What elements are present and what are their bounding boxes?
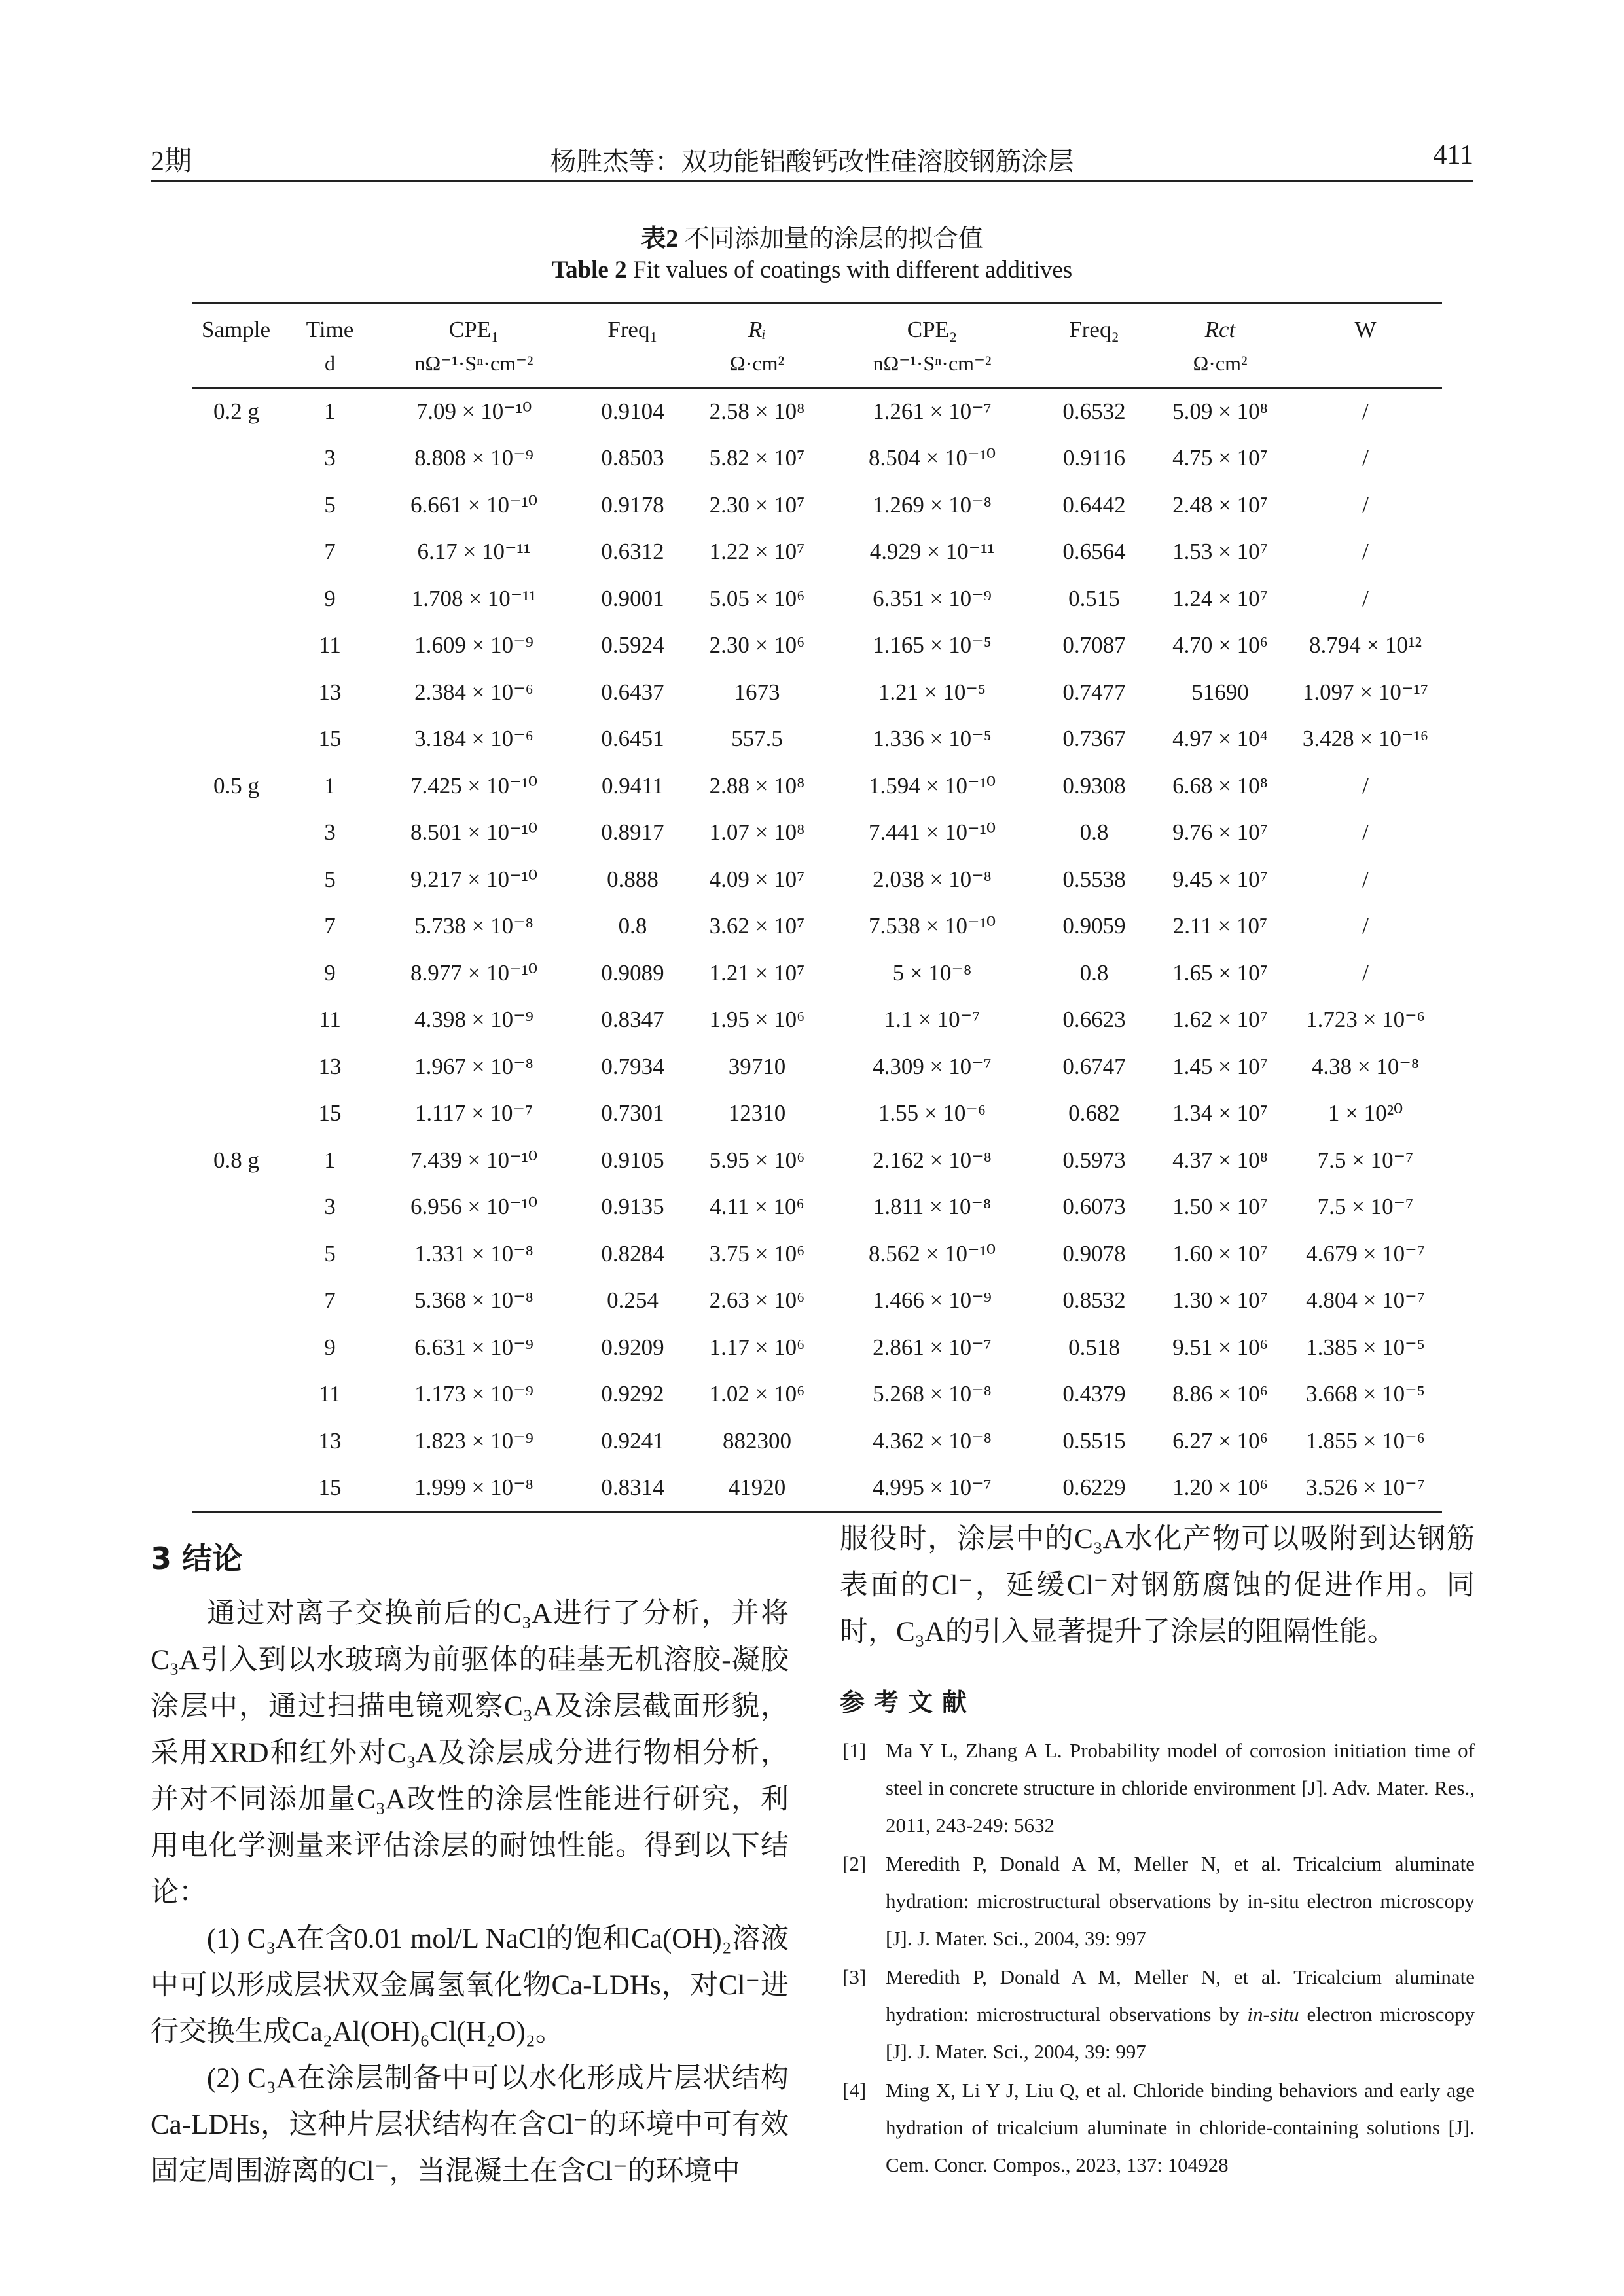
table-cell: 0.8 xyxy=(618,913,647,939)
table-cell: 15 xyxy=(291,1465,369,1512)
table-cell: 0.682 xyxy=(1068,1100,1120,1126)
table-cell: 0.8 xyxy=(1079,960,1109,986)
table-cell: 0.6442 xyxy=(1062,492,1126,518)
table-cell: 3.184 × 10⁻⁶ xyxy=(414,726,533,752)
table-cell: 1.999 × 10⁻⁸ xyxy=(369,1465,579,1512)
table-row xyxy=(192,716,1442,763)
table-body xyxy=(192,388,1442,1511)
column-header: Sample xyxy=(192,303,291,348)
table-cell: 1.173 × 10⁻⁹ xyxy=(414,1381,533,1407)
conclusion-continued: 服役时，涂层中的C₃A水化产物可以吸附到达钢筋表面的Cl⁻，延缓Cl⁻对钢筋腐蚀的促进作用。同时，C₃A的引入显著提升了涂层的阻隔性能。 xyxy=(840,1524,1475,1647)
table-cell: 1.336 × 10⁻⁵ xyxy=(873,726,992,752)
conclusion-left-column xyxy=(151,1590,789,2195)
table-cell: 0.5973 xyxy=(1062,1147,1126,1173)
table-cell: 5.738 × 10⁻⁸ xyxy=(414,913,533,939)
table-cell: 0.9116 xyxy=(1063,445,1125,471)
reference-number: [2] xyxy=(842,1852,867,1875)
table-cell: 1.55 × 10⁻⁶ xyxy=(878,1100,986,1126)
column-header: Rᵢ xyxy=(687,303,827,348)
table-cell: 1.22 × 10⁷ xyxy=(709,539,805,565)
table-cell: 15 xyxy=(318,1100,342,1126)
table-cell: 0.7477 xyxy=(1062,679,1126,705)
table-cell: 5.95 × 10⁶ xyxy=(709,1147,805,1173)
table-row xyxy=(192,1230,1442,1278)
table-cell: 2.861 × 10⁻⁷ xyxy=(873,1334,992,1360)
table-cell: 4.11 × 10⁶ xyxy=(710,1194,804,1220)
table-cell: 4.309 × 10⁻⁷ xyxy=(873,1053,992,1079)
table-cell: 1673 xyxy=(734,679,780,705)
reference-text: Meredith P, Donald A M, Meller N, et al. Tricalcium aluminate hydration: microstructural observations by in-situ electron microscopy [J]. J. Mater. Sci., 2004, 39: 997 xyxy=(886,1852,1475,1950)
table-cell: 0.5515 xyxy=(1062,1427,1126,1454)
table-cell: 0.9411 xyxy=(602,772,664,798)
table-cell: 9.51 × 10⁶ xyxy=(1172,1334,1268,1360)
table-cell: 1.331 × 10⁻⁸ xyxy=(414,1240,533,1266)
table-cell: 1.62 × 10⁷ xyxy=(1172,1007,1268,1033)
table-cell: 0.2 g xyxy=(213,399,259,425)
reference-item xyxy=(840,2072,1475,2183)
table-row xyxy=(192,1184,1442,1231)
table-cell: 1.02 × 10⁶ xyxy=(709,1381,805,1407)
table-cell: 1.21 × 10⁷ xyxy=(709,960,805,986)
table-cell xyxy=(192,1043,291,1090)
table-cell: 0.8347 xyxy=(601,1007,664,1033)
table-cell xyxy=(192,810,291,857)
table-cell: / xyxy=(1362,399,1369,425)
table-cell: 1.34 × 10⁷ xyxy=(1172,1100,1268,1126)
table-cell: 8.794 × 10¹² xyxy=(1309,632,1422,658)
table-cell xyxy=(192,1184,291,1231)
table-cell xyxy=(192,997,291,1044)
table-cell: 3.428 × 10⁻¹⁶ xyxy=(1302,726,1429,752)
table-cell: 41920 xyxy=(687,1465,827,1512)
table-cell xyxy=(192,482,291,529)
conclusion-intro: 通过对离子交换前后的C₃A进行了分析，并将C₃A引入到以水玻璃为前驱体的硅基无机溶胶-凝胶涂层中，通过扫描电镜观察C₃A及涂层截面形貌，采用XRD和红外对C₃A及涂层成分进行物相分析，并对不同添加量C₃A改性的涂层性能进行研究，利用电化学测量来评估涂层的耐蚀性能。得到以下结论： xyxy=(151,1598,789,1908)
table-cell: 1.60 × 10⁷ xyxy=(1172,1240,1268,1266)
table-cell: 3.526 × 10⁻⁷ xyxy=(1289,1465,1442,1512)
table-cell: 2.88 × 10⁸ xyxy=(709,772,805,798)
table-cell: 1.50 × 10⁷ xyxy=(1172,1194,1268,1220)
column-unit: Ω·cm² xyxy=(687,347,827,388)
table-cell: 5.368 × 10⁻⁸ xyxy=(414,1287,533,1314)
table-cell: 39710 xyxy=(728,1053,786,1079)
table-cell: / xyxy=(1362,819,1369,846)
table-cell: 1.385 × 10⁻⁵ xyxy=(1306,1334,1425,1360)
table-cell: 1.20 × 10⁶ xyxy=(1151,1465,1289,1512)
table-row xyxy=(192,997,1442,1044)
table-row xyxy=(192,529,1442,576)
table-cell: 0.6532 xyxy=(1062,399,1126,425)
table-cell: 0.518 xyxy=(1068,1334,1120,1360)
table-cell: 0.8917 xyxy=(601,819,664,846)
table-row xyxy=(192,950,1442,997)
references-title: 参考文献 xyxy=(840,1688,977,1717)
table-caption-en xyxy=(151,256,1473,284)
table-cell: 2.48 × 10⁷ xyxy=(1172,492,1268,518)
table-cell: 3.62 × 10⁷ xyxy=(709,913,805,939)
table-cell xyxy=(192,1418,291,1465)
table-cell: 1.967 × 10⁻⁸ xyxy=(414,1053,533,1079)
column-header: Freq₂ xyxy=(1037,303,1151,348)
table-cell: 4.37 × 10⁸ xyxy=(1172,1147,1268,1173)
table-cell: 0.7301 xyxy=(601,1100,664,1126)
table-cell: 1.723 × 10⁻⁶ xyxy=(1306,1007,1425,1033)
table-row xyxy=(192,1418,1442,1465)
column-header: Rct xyxy=(1151,303,1289,348)
table-cell: 0.9292 xyxy=(601,1381,664,1407)
column-unit: nΩ⁻¹·Sⁿ·cm⁻² xyxy=(827,347,1037,388)
table-cell xyxy=(192,529,291,576)
table-cell: 1.165 × 10⁻⁵ xyxy=(873,632,992,658)
table-cell: 13 xyxy=(318,1427,342,1454)
table-cell: 0.5924 xyxy=(601,632,664,658)
table-cell: 0.4379 xyxy=(1062,1381,1126,1407)
conclusion-point-2: (2) C₃A在涂层制备中可以水化形成片层状结构Ca-LDHs，这种片层状结构在含Cl⁻的环境中可有效固定周围游离的Cl⁻，当混凝土在含Cl⁻的环境中 xyxy=(151,2063,789,2187)
table-cell: 9.45 × 10⁷ xyxy=(1172,866,1268,892)
column-unit xyxy=(192,347,291,388)
reference-text-part: electron microscopy [J]. J. Mater. Sci., 2004, 39: 997 xyxy=(886,2003,1475,2063)
table-title-en: Fit values of coatings with different additives xyxy=(632,257,1073,283)
table-row xyxy=(192,1278,1442,1325)
table-cell: 1.708 × 10⁻¹¹ xyxy=(411,585,537,611)
fit-values-table xyxy=(192,302,1442,1513)
column-unit: Ω·cm² xyxy=(1151,347,1289,388)
table-cell: 0.9089 xyxy=(601,960,664,986)
table-row xyxy=(192,622,1442,670)
table-cell xyxy=(192,435,291,482)
table-cell: 0.6312 xyxy=(601,539,664,565)
table-cell xyxy=(192,856,291,903)
column-header: Freq₁ xyxy=(579,303,687,348)
table-cell: 4.804 × 10⁻⁷ xyxy=(1306,1287,1425,1314)
reference-item xyxy=(840,1845,1475,1957)
table-cell: 1.466 × 10⁻⁹ xyxy=(873,1287,992,1314)
table-cell: 0.5538 xyxy=(1062,866,1126,892)
table-cell: 0.8503 xyxy=(601,445,664,471)
table-cell: 6.17 × 10⁻¹¹ xyxy=(417,539,531,565)
reference-number: [1] xyxy=(842,1739,867,1762)
table-cell: 0.7087 xyxy=(1062,632,1126,658)
table-cell: 12310 xyxy=(728,1100,786,1126)
table-cell: 0.9178 xyxy=(601,492,664,518)
table-row xyxy=(192,903,1442,950)
table-cell: 4.70 × 10⁶ xyxy=(1172,632,1268,658)
table-row xyxy=(192,762,1442,810)
table-cell: 1.811 × 10⁻⁸ xyxy=(873,1194,992,1220)
table-cell: 1 xyxy=(324,772,336,798)
table-cell: 1.30 × 10⁷ xyxy=(1172,1287,1268,1314)
table-cell: 2.63 × 10⁶ xyxy=(709,1287,805,1314)
table-cell: 9 xyxy=(324,960,336,986)
table-cell: 4.995 × 10⁻⁷ xyxy=(827,1465,1037,1512)
reference-text: Ming X, Li Y J, Liu Q, et al. Chloride binding behaviors and early age hydration of tricalcium aluminate in chloride-containing solutions [J]. Cem. Concr. Compos., 2023, 137: 104928 xyxy=(886,2079,1475,2176)
table-cell: 4.929 × 10⁻¹¹ xyxy=(869,539,995,565)
table-cell: 7.538 × 10⁻¹⁰ xyxy=(869,913,996,939)
table-cell: 7.425 × 10⁻¹⁰ xyxy=(410,772,537,798)
reference-item xyxy=(840,1958,1475,2070)
table-cell: 6.661 × 10⁻¹⁰ xyxy=(410,492,537,518)
table-cell: 51690 xyxy=(1191,679,1249,705)
table-cell: 2.11 × 10⁷ xyxy=(1172,913,1268,939)
table-row xyxy=(192,435,1442,482)
table-cell: 1.097 × 10⁻¹⁷ xyxy=(1302,679,1429,705)
table-cell: 6.956 × 10⁻¹⁰ xyxy=(410,1194,537,1220)
table-cell: 1.95 × 10⁶ xyxy=(709,1007,805,1033)
table-row xyxy=(192,388,1442,435)
table-cell: 2.038 × 10⁻⁸ xyxy=(873,866,992,892)
table-cell: / xyxy=(1362,772,1369,798)
column-header: CPE₂ xyxy=(827,303,1037,348)
table-cell: 8.977 × 10⁻¹⁰ xyxy=(410,960,537,986)
table-header-row xyxy=(192,303,1442,348)
table-cell: 11 xyxy=(319,1381,341,1407)
table-cell xyxy=(192,622,291,670)
reference-number: [3] xyxy=(842,1965,867,1988)
table-cell xyxy=(192,1090,291,1138)
table-cell: 1.823 × 10⁻⁹ xyxy=(414,1427,533,1454)
table-cell: 4.09 × 10⁷ xyxy=(709,866,805,892)
conclusion-point-1: (1) C₃A在含0.01 mol/L NaCl的饱和Ca(OH)₂溶液中可以形成层状双金属氢氧化物Ca-LDHs，对Cl⁻进行交换生成Ca₂Al(OH)₆Cl(H₂O)₂。 xyxy=(151,1924,789,2047)
table-row xyxy=(192,575,1442,622)
table-cell: 1.17 × 10⁶ xyxy=(709,1334,805,1360)
table-cell xyxy=(192,1371,291,1418)
table-cell: 0.6747 xyxy=(1062,1053,1126,1079)
table-cell: 0.9105 xyxy=(601,1147,664,1173)
table-cell: 0.8532 xyxy=(1062,1287,1126,1314)
table-cell xyxy=(192,716,291,763)
table-cell: 6.27 × 10⁶ xyxy=(1172,1427,1268,1454)
table-cell: 0.9209 xyxy=(601,1334,664,1360)
table-cell: 4.97 × 10⁴ xyxy=(1172,726,1268,752)
table-cell: 0.8314 xyxy=(579,1465,687,1512)
table-cell: 1.609 × 10⁻⁹ xyxy=(414,632,533,658)
running-title: 杨胜杰等：双功能铝酸钙改性硅溶胶钢筋涂层 xyxy=(550,147,1074,176)
table-cell: 9.76 × 10⁷ xyxy=(1172,819,1268,846)
reference-text-part: Meredith P, Donald A M, Meller N, et al. Tricalcium aluminate hydration: microstructural observations by xyxy=(886,1965,1475,2026)
table-row xyxy=(192,1371,1442,1418)
table-cell: 882300 xyxy=(723,1427,791,1454)
reference-item xyxy=(840,1732,1475,1844)
page-number: 411 xyxy=(1433,140,1473,170)
table-cell: 5 xyxy=(324,1240,336,1266)
table-cell xyxy=(192,950,291,997)
table-cell: / xyxy=(1362,492,1369,518)
table-cell: 5 xyxy=(324,866,336,892)
table-row xyxy=(192,856,1442,903)
table-cell: 6.68 × 10⁸ xyxy=(1172,772,1268,798)
table-cell: 0.9308 xyxy=(1062,772,1126,798)
table-cell: 13 xyxy=(318,1053,342,1079)
table-cell: 1.855 × 10⁻⁶ xyxy=(1306,1427,1425,1454)
table-cell: 2.58 × 10⁸ xyxy=(709,399,805,425)
table-cell: 1.07 × 10⁸ xyxy=(709,819,805,846)
table-cell: 0.515 xyxy=(1068,585,1120,611)
column-unit xyxy=(1037,347,1151,388)
table-cell xyxy=(192,1278,291,1325)
table-cell: 1.45 × 10⁷ xyxy=(1172,1053,1268,1079)
table-cell: 1.53 × 10⁷ xyxy=(1172,539,1268,565)
table-row xyxy=(192,1465,1442,1512)
table-row xyxy=(192,1324,1442,1371)
table-cell: 7 xyxy=(324,1287,336,1314)
table-cell: 1.117 × 10⁻⁷ xyxy=(414,1100,533,1126)
table-cell: 6.631 × 10⁻⁹ xyxy=(414,1334,533,1360)
journal-issue: 2期 xyxy=(151,147,192,177)
table-cell: / xyxy=(1362,866,1369,892)
column-unit: nΩ⁻¹·Sⁿ·cm⁻² xyxy=(369,347,579,388)
table-cell: 0.6564 xyxy=(1062,539,1126,565)
table-cell: 8.501 × 10⁻¹⁰ xyxy=(410,819,537,846)
table-label-en: Table 2 xyxy=(551,257,627,283)
table-cell: 557.5 xyxy=(731,726,783,752)
table-cell: 7 xyxy=(324,539,336,565)
reference-text: Ma Y L, Zhang A L. Probability model of corrosion initiation time of steel in concrete structure in chloride environment [J]. Adv. Mater. Res., 2011, 243-249: 5632 xyxy=(886,1739,1475,1837)
table-row xyxy=(192,810,1442,857)
table-cell: 0.9241 xyxy=(601,1427,664,1454)
column-unit xyxy=(1289,347,1442,388)
table-cell: 0.6073 xyxy=(1062,1194,1126,1220)
table-cell: 9.217 × 10⁻¹⁰ xyxy=(410,866,537,892)
table-cell: 0.9135 xyxy=(601,1194,664,1220)
column-header: CPE₁ xyxy=(369,303,579,348)
table-cell: 1 xyxy=(324,399,336,425)
reference-number: [4] xyxy=(842,2079,867,2102)
table-cell: 8.808 × 10⁻⁹ xyxy=(414,445,533,471)
table-row xyxy=(192,1137,1442,1184)
table-cell: 2.384 × 10⁻⁶ xyxy=(414,679,533,705)
table-cell: 5 xyxy=(324,492,336,518)
table-cell: 7.09 × 10⁻¹⁰ xyxy=(416,399,532,425)
table-cell: 0.6437 xyxy=(601,679,664,705)
table-cell: / xyxy=(1362,913,1369,939)
table-cell xyxy=(192,575,291,622)
table-row xyxy=(192,482,1442,529)
table-cell xyxy=(192,1324,291,1371)
table-cell: 2.30 × 10⁶ xyxy=(709,632,805,658)
table-cell: 0.6451 xyxy=(601,726,664,752)
table-cell: 0.6623 xyxy=(1062,1007,1126,1033)
table-row xyxy=(192,669,1442,716)
table-cell: 5.268 × 10⁻⁸ xyxy=(873,1381,992,1407)
table-cell: 11 xyxy=(319,632,341,658)
table-cell: 1 × 10²⁰ xyxy=(1327,1100,1403,1126)
table-title-cn: 不同添加量的涂层的拟合值 xyxy=(684,225,983,253)
table-cell: 0.7934 xyxy=(601,1053,664,1079)
table-cell: 7.5 × 10⁻⁷ xyxy=(1317,1147,1414,1173)
table-cell: 0.254 xyxy=(607,1287,659,1314)
table-cell: 3 xyxy=(324,445,336,471)
table-cell: 0.9078 xyxy=(1062,1240,1126,1266)
table-cell xyxy=(192,669,291,716)
table-cell: 0.9001 xyxy=(601,585,664,611)
table-cell: / xyxy=(1362,445,1369,471)
table-cell: 5.05 × 10⁶ xyxy=(709,585,805,611)
table-cell: 0.8 xyxy=(1079,819,1109,846)
table-cell: 1.1 × 10⁻⁷ xyxy=(884,1007,981,1033)
table-cell: 7.441 × 10⁻¹⁰ xyxy=(869,819,996,846)
table-cell: 1.65 × 10⁷ xyxy=(1172,960,1268,986)
table-cell: 3.75 × 10⁶ xyxy=(709,1240,805,1266)
table-cell: 5.09 × 10⁸ xyxy=(1172,399,1268,425)
page-header xyxy=(151,134,1473,182)
table-cell: 3 xyxy=(324,819,336,846)
table-cell: 11 xyxy=(319,1007,341,1033)
table-cell: 3 xyxy=(324,1194,336,1220)
table-cell: 9 xyxy=(324,1334,336,1360)
table-row xyxy=(192,1090,1442,1138)
table-cell xyxy=(192,1230,291,1278)
table-cell: 0.9059 xyxy=(1062,913,1126,939)
section-title: 3 结论 xyxy=(151,1541,243,1576)
table-cell: 2.30 × 10⁷ xyxy=(709,492,805,518)
table-cell: 0.8 g xyxy=(213,1147,259,1173)
conclusion-right-column xyxy=(840,1516,1475,1655)
column-header: Time xyxy=(291,303,369,348)
table-cell: 0.7367 xyxy=(1062,726,1126,752)
column-unit: d xyxy=(291,347,369,388)
column-unit xyxy=(579,347,687,388)
table-cell: 4.75 × 10⁷ xyxy=(1172,445,1268,471)
table-cell: 1.24 × 10⁷ xyxy=(1172,585,1268,611)
table-cell: 4.362 × 10⁻⁸ xyxy=(873,1427,992,1454)
table-cell: 9 xyxy=(324,585,336,611)
table-cell xyxy=(192,903,291,950)
table-cell: 1.269 × 10⁻⁸ xyxy=(873,492,992,518)
table-cell: 7 xyxy=(324,913,336,939)
table-cell: 0.9104 xyxy=(601,399,664,425)
table-cell: 8.86 × 10⁶ xyxy=(1172,1381,1268,1407)
table-cell: 8.504 × 10⁻¹⁰ xyxy=(869,445,996,471)
table-cell: 5 × 10⁻⁸ xyxy=(892,960,972,986)
table-cell: 15 xyxy=(318,726,342,752)
table-cell: 4.38 × 10⁻⁸ xyxy=(1311,1053,1420,1079)
table-cell: 1 xyxy=(324,1147,336,1173)
table-cell: 13 xyxy=(318,679,342,705)
table-cell: 0.888 xyxy=(607,866,659,892)
table-cell: 0.6229 xyxy=(1037,1465,1151,1512)
table-cell: / xyxy=(1362,960,1369,986)
reference-text xyxy=(886,1958,1475,2070)
table-cell: / xyxy=(1362,539,1369,565)
table-cell: 7.5 × 10⁻⁷ xyxy=(1317,1194,1414,1220)
table-cell xyxy=(192,1465,291,1512)
table-cell: 3.668 × 10⁻⁵ xyxy=(1306,1381,1425,1407)
table-cell: / xyxy=(1362,585,1369,611)
table-caption-cn xyxy=(151,218,1473,254)
table-cell: 1.594 × 10⁻¹⁰ xyxy=(869,772,996,798)
table-cell: 1.21 × 10⁻⁵ xyxy=(878,679,986,705)
table-cell: 4.398 × 10⁻⁹ xyxy=(414,1007,533,1033)
table-cell: 4.679 × 10⁻⁷ xyxy=(1306,1240,1425,1266)
table-label-cn: 表2 xyxy=(641,225,679,253)
table-cell: 0.8284 xyxy=(601,1240,664,1266)
table-units-row xyxy=(192,347,1442,388)
table-cell: 2.162 × 10⁻⁸ xyxy=(873,1147,992,1173)
table-cell: 1.261 × 10⁻⁷ xyxy=(873,399,992,425)
table-cell: 5.82 × 10⁷ xyxy=(709,445,805,471)
table-cell: 0.5 g xyxy=(213,772,259,798)
reference-text-italic: in-situ xyxy=(1247,2003,1299,2026)
table-row xyxy=(192,1043,1442,1090)
table-cell: 8.562 × 10⁻¹⁰ xyxy=(869,1240,996,1266)
table-cell: 6.351 × 10⁻⁹ xyxy=(873,585,992,611)
table-cell: 7.439 × 10⁻¹⁰ xyxy=(410,1147,537,1173)
column-header: W xyxy=(1289,303,1442,348)
